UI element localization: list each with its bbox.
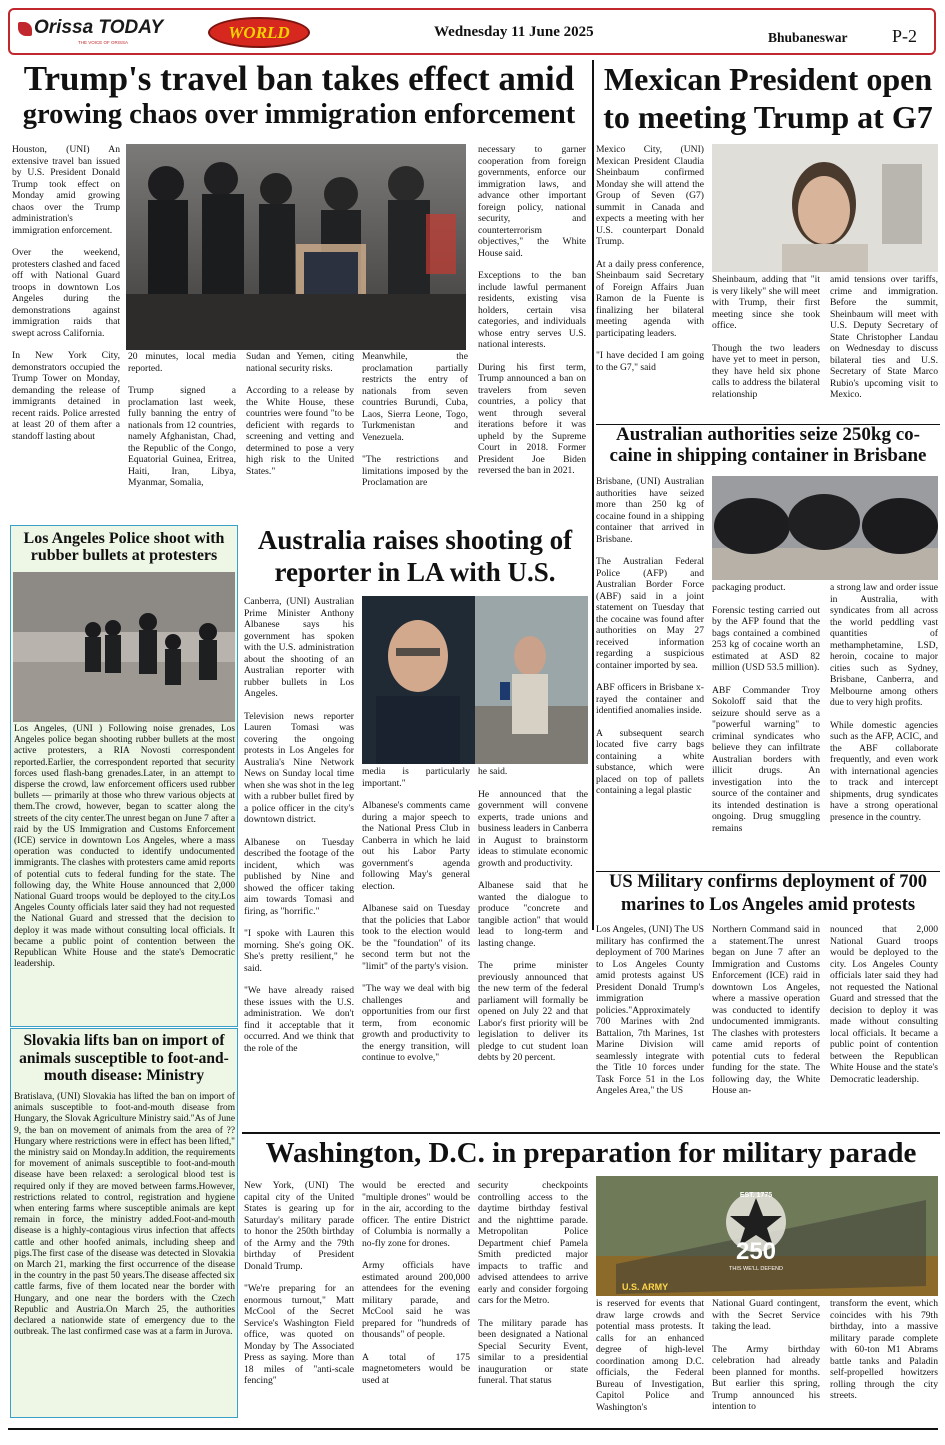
- australia-col-3: he said. He announced that the government will convene experts, trade unions and business leaders in Canberra in August to brainstorm ideas to stimulate economic growth and productivity. Albanese said that he wanted the dialogue to produce "concrete and tangible action" that would lead to long-term and lasting change. The prime minister previously announced that the new term of the federal parliament will formally be opened on July 22 and that Labor's first priority will be legislation to deliver its pledge to cut student loan debts by 20 percent.: [478, 766, 588, 1063]
- photo-cocaine-bags: [712, 476, 938, 580]
- la-police-body: Los Angeles, (UNI ) Following noise grenades, Los Angeles police began shooting rubber bullets at the most active protesters, a RIA Novosti correspondent reported.Earlier, the correspondent reported that security forces used flash-bang grenades.Later, in an attempt to disperse the crowd, law enforcement officers used rubber bullets — primarily at those who threw various objects at them.The crowd, however, began to scatter along the streets of the city center.The unrest began on June 7 after a raid by the US Immigration and Customs Enforcement (ICE) service in downtown Los Angeles, where a mass operation was conducted to identify undocumented immigrants. The clashes with protesters came amid reports of potential cuts to federal funding for the state. The following day, the White House announced that 2,000 National Guard troops would be deployed to the city.Los Angeles County officials later said they had not requested the National Guard and stressed that the decision to deploy it was made without consulting local officials. It became a public point of contention between the Republican White House and the state's Democratic leadership.: [14, 724, 235, 970]
- army-tagline: THIS WE'LL DEFEND: [728, 1266, 784, 1272]
- page-number: P-2: [892, 26, 918, 46]
- logo-icon: [18, 22, 32, 36]
- parade-col-2: would be erected and "multiple drones" would be in the air, according to the officer. The entire District of Columbia is normally a no-fly zone for drones. Army officials have estimated around 200,000 attendees for the evening military parade, and McCool said he was prepared for "hundreds of thousands" of people. A total of 175 magnetometers would be used at: [362, 1180, 470, 1386]
- box-slovakia: [10, 1028, 238, 1418]
- mexico-col-1: Mexico City, (UNI) Mexican President Claudia Sheinbaum confirmed Monday she will attend the Group of Seven (G7) summit in Canada and expects a meeting with her U.S. counterpart Donald Trump. At a daily press conference, Sheinbaum said Secretary of Foreign Affairs Juan Ramon de la Fuente is finalizing her bilateral meeting agenda with participating leaders. "I have decided I am going to the G7," said: [596, 144, 704, 373]
- parade-col-4: is reserved for events that draw large crowds and potential mass protests. It calls for an enhanced degree of high-level coordination among D.C. officials, the Federal Bureau of Investigation, Capitol Police and Washington's: [596, 1298, 704, 1413]
- masthead-date: Wednesday 11 June 2025: [434, 24, 594, 40]
- travel-ban-col-3: Sudan and Yemen, citing national security risks. According to a release by the White House, these countries were found "to be deficient with regards to screening and vetting and determined to pose a very high risk to the United States.": [246, 351, 354, 477]
- travel-ban-col-1: Houston, (UNI) An extensive travel ban issued by U.S. President Donald Trump took effect on Monday amid growing chaos over the Trump administration's immigration enforcement. Over the weekend, protesters clashed and faced off with National Guard troops in downtown Los Angeles during the demonstrations against immigration raids that swept across California. In New York City, demonstrators occupied the Trump Tower on Monday, demanding the release of immigrants detained in recent raids. Police arrested at least 20 of them after a standoff lasting about: [12, 144, 120, 442]
- photo-army-250-logo: [596, 1176, 938, 1296]
- parade-col-6: transform the event, which coincides with his 79th birthday, into a massive military parade complete with 60-ton M1 Abrams battle tanks and Paladin self-propelled howitzers rolling through the city streets.: [830, 1298, 938, 1401]
- headline-la-police: Los Angeles Police shoot with rubber bullets at protesters: [23, 530, 225, 565]
- headline-mexico: Mexican President open to meeting Trump at G7: [603, 61, 933, 135]
- logo-text: Orissa TODAY: [34, 17, 164, 38]
- cocaine-col-1: Brisbane, (UNI) Australian authorities have seized more than 250 kg of cocaine found in a shipping container that arrived in Brisbane. The Australian Federal Police (AFP) and Australian Border Force (ABF) said in a joint statement on Tuesday that the cocaine was found after authorities on May 27 received information regarding a suspicious container imported by sea. ABF officers in Brisbane x-rayed the container and identified anomalies inside. A subsequent search located five carry bags containing a white substance, which were placed on top of pallets containing a legal plastic: [596, 476, 704, 796]
- travel-ban-col-2: 20 minutes, local media reported. Trump signed a proclamation last week, fully banning the entry of nationals from 12 countries, namely Afghanistan, Chad, the Republic of the Congo, Equatorial Guinea, Eritrea, Haiti, Iran, Libya, Myanmar, Somalia,: [128, 351, 236, 488]
- marines-col-3: nounced that 2,000 National Guard troops would be deployed to the city. Los Angeles County officials later said they had not requested the National Guard and stressed that the decision to deploy it was made without consulting local officials. It became a public point of contention between the Republican White House and the state's Democratic leadership.: [830, 924, 938, 1085]
- marines-col-1: Los Angeles, (UNI) The US military has confirmed the deployment of 700 Marines to Los Angeles County amid protests against US President Donald Trump's immigration policies."Approximately 700 Marines with 2nd Battalion, 7th Marines, 1st Marine Division will seamlessly integrate with the Title 10 forces under Task Force 51 in the Los Angeles Area," the US: [596, 924, 704, 1096]
- army-text-label: U.S. ARMY: [622, 1282, 669, 1292]
- photo-protest-crowd: [126, 144, 466, 350]
- slovakia-body: Bratislava, (UNI) Slovakia has lifted the ban on import of animals susceptible to foot-and-mouth disease from Hungary, the Slovak Agriculture Ministry said."As of June 9, the ban on movement of animals from the area of ??Hungary where restrictions were in effect has been lifted," the ministry said on Monday.In addition, the requirements for movement of animals susceptible to foot-and-mouth disease have been relaxed: a serological blood test is required only if they are moved between farms.However, restrictions related to control, registration and hygiene when entering farms where susceptible animals are kept remain in force, the ministry added.Foot-and-mouth disease is a highly-contagious virus infection that affects cattle and other hoofed animals, including sheep and pigs.The first case of the disease was detected in Slovakia on March 21, marking the first occurrence of the disease in the country in the past 50 years.The disease affected six cattle farms, five of them located near the border with Hungary, and one near the borders with the Czech Republic and Austria.On March 25, the authorities declared a nationwide state of emergency due to the outbreak. The last confirmed case was at a farm in Jurova.: [14, 1092, 235, 1338]
- marines-col-2: Northern Command said in a statement.The unrest began on June 7 after an Immigration and Customs Enforcement (ICE) raid in downtown Los Angeles, where a massive operation was conducted to identify undocumented immigrants. The clashes with protesters came amid reports of potential cuts to federal funding for the state. The following day, the White House an-: [712, 924, 820, 1096]
- section-label: WORLD: [228, 22, 290, 42]
- australia-col-2: media is particularly important." Albanese's comments came during a major speech to the National Press Club in Canberra in which he laid out his Labor Party government's agenda following May's general election. Albanese said on Tuesday that the policies that Labor took to the election would be the "foundation" of its second term but not the "limit" of the party's vision. "The way we deal with big challenges and opportunities from our first term, from economic growth and productivity to the energy transition, will continue to evolve,": [362, 766, 470, 1063]
- headline-australia: Australia raises shooting of reporter in LA with U.S.: [257, 525, 573, 588]
- mexico-col-3: amid tensions over tariffs, crime and immigration. Before the summit, Sheinbaum will meet with U.S. Deputy Secretary of State Christopher Landau on Wednesday to discuss bilateral ties and U.S. Secretary of State Marco Rubio's upcoming visit to Mexico.: [830, 274, 938, 400]
- logo-tagline: THE VOICE OF ORISSA: [78, 40, 129, 45]
- headline-travel-ban: Trump's travel ban takes effect amid growing chaos over immigration enforcement: [22, 59, 576, 130]
- cocaine-col-2: packaging product. Forensic testing carried out by the AFP found that the bags contained a combined 253 kg of cocaine worth an estimated at ASD 82 million (USD 53.5 million). ABF Commander Troy Sokoloff said that the seizure should serve as a "powerful warning" to criminal syndicates who believe they can infiltrate Australian borders with illicit drugs. An investigation into the source of the container and its intended destination is ongoing. Drug smuggling remains: [712, 582, 820, 834]
- column-rule: [592, 60, 594, 930]
- logo: [18, 16, 164, 50]
- photo-sheinbaum: [712, 144, 938, 272]
- box-la-police: [10, 525, 238, 1027]
- page-bottom-rule: [8, 1428, 938, 1430]
- masthead: [8, 8, 936, 55]
- travel-ban-col-4: Meanwhile, the proclamation partially restricts the entry of nationals from seven countries Burundi, Cuba, Laos, Sierra Leone, Togo, Turkmenistan and Venezuela. "The restrictions and limitations imposed by the Proclamation are: [362, 351, 468, 488]
- australia-col-1: Canberra, (UNI) Australian Prime Minister Anthony Albanese says his government has spoken with the U.S. administration about the shooting of an Australian reporter with rubber bullets in Los Angeles. Television news reporter Lauren Tomasi was covering the ongoing protests in Los Angeles for Australia's Nine Network News on Sunday local time when she was shot in the leg with a rubber bullet fired by a police officer in the city's downtown district. Albanese on Tuesday described the footage of the incident, which was published by Nine and showed the officer taking aim towards Tomasi and firing, as "horrific." "I spoke with Lauren this morning. She's going OK. She's pretty resilient," he said. "We have already raised these issues with the U.S. administration. We don't find it acceptable that it occurred. And we think that the role of the: [244, 596, 354, 1054]
- army-250-label: 250: [735, 1238, 777, 1265]
- army-est-label: EST. 1775: [739, 1192, 773, 1199]
- parade-col-1: New York, (UNI) The capital city of the United States is gearing up for Saturday's military parade to honor the 250th birthday of the Army and the 79th birthday of President Donald Trump. "We're preparing for an enormous turnout," Matt McCool of the Secret Service's Washington Field office, was quoted on Monday by The Associated Press as saying. More than 18 miles of "anti-scale fencing": [244, 1180, 354, 1386]
- photo-la-police: [13, 572, 235, 722]
- cocaine-col-3: a strong law and order issue in Australia, with syndicates from all across the world peddling vast quantities of methamphetamine, LSD, heroin, cocaine to major cities such as Sydney, Brisbane, Canberra, and Melbourne among others due to very high profits. While domestic agencies such as the AFP, ACIC, and the ABF collaborate frequently, and even work with international agencies to track and intercept shipments, drug syndicates have a strong operational presence in the country.: [830, 582, 938, 823]
- mexico-col-2: Sheinbaum, adding that "it is very likely" she will meet with Trump, their first meeting since she took office. Though the two leaders have yet to meet in person, they have held six phone calls to address the bilateral relationship: [712, 274, 820, 400]
- photo-albanese-tomasi: [362, 596, 588, 764]
- masthead-city: Bhubaneswar: [768, 30, 848, 45]
- parade-col-3: security checkpoints controlling access to the daytime birthday festival and the nighttime parade. Metropolitan Police Department chief Pamela Smith predicted major impacts to traffic and advised attendees to arrive early and consider forgoing cars for the Metro. The military parade has been designated a National Special Security Event, similar to a presidential inauguration or state funeral. That status: [478, 1180, 588, 1386]
- headline-parade: Washington, D.C. in preparation for military parade: [265, 1137, 917, 1169]
- parade-col-5: National Guard contingent, with the Secret Service taking the lead. The Army birthday celebration had already been planned for months. But earlier this spring, Trump announced his intention to: [712, 1298, 820, 1412]
- travel-ban-col-5: necessary to garner cooperation from foreign governments, enforce our immigration laws, and advance other important foreign policy, national security, and counterterrorism objectives," the White House said. Exceptions to the ban include lawful permanent residents, existing visa holders, certain visa categories, and individuals whose entry serves U.S. national interests. During his first term, Trump announced a ban on travelers from seven countries, a policy that went through several iterations before it was upheld by the Supreme Court in 2018. Former President Joe Biden reversed the ban in 2021.: [478, 144, 586, 476]
- headline-marines: US Military confirms deployment of 700 marines to Los Angeles amid protests: [608, 872, 928, 915]
- section-badge: [208, 17, 310, 48]
- headline-cocaine: Australian authorities seize 250kg co- caine in shipping container in Brisbane: [609, 424, 927, 466]
- rule-parade: [242, 1132, 940, 1134]
- headline-slovakia: Slovakia lifts ban on import of animals susceptible to foot-and-mouth disease: Ministry: [19, 1032, 229, 1084]
